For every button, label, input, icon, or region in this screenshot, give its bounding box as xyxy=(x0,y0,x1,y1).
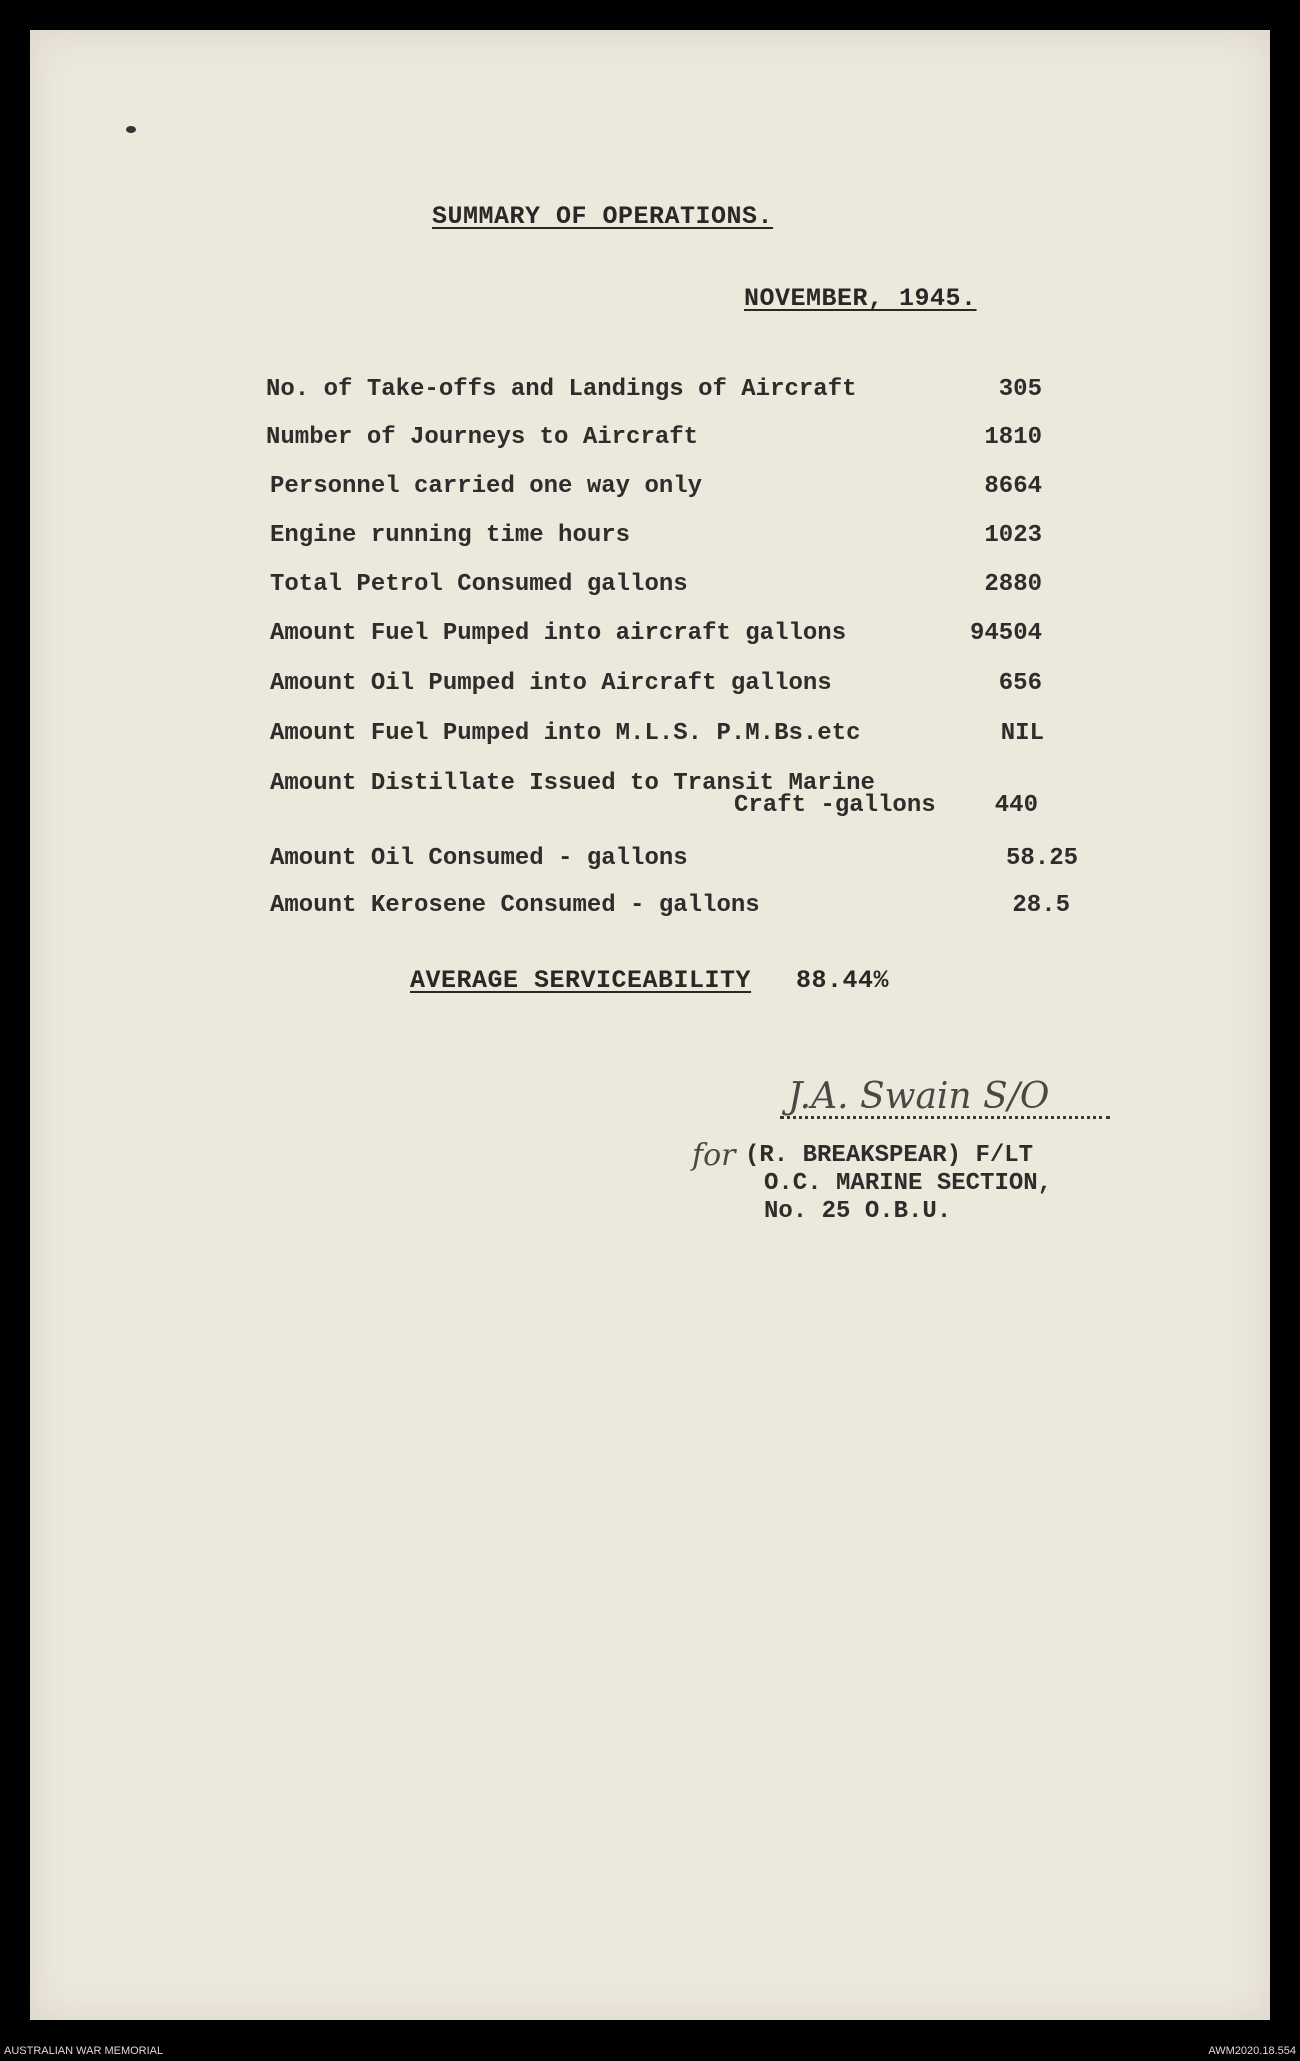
row-label-personnel: Personnel carried one way only xyxy=(270,473,703,500)
serviceability-label: AVERAGE SERVICEABILITY xyxy=(410,966,752,995)
signatory-unit: No. 25 O.B.U. xyxy=(764,1198,952,1225)
handwritten-signature: J.A. Swain S/O xyxy=(788,1076,1050,1117)
serviceability-value: 88.44% xyxy=(796,966,890,995)
row-value-engine: 1023 xyxy=(984,522,1042,549)
row-label-petrol: Total Petrol Consumed gallons xyxy=(270,571,688,598)
document-title: SUMMARY OF OPERATIONS. xyxy=(432,202,774,231)
row-label-kerosene: Amount Kerosene Consumed - gallons xyxy=(270,892,760,919)
row-label-distillate-cont: Craft -gallons xyxy=(734,792,936,819)
row-value-petrol: 2880 xyxy=(984,571,1042,598)
document-page xyxy=(30,30,1270,2020)
row-value-fuel-aircraft: 94504 xyxy=(969,620,1042,647)
signatory-role: O.C. MARINE SECTION, xyxy=(764,1170,1053,1197)
handwritten-for: for xyxy=(692,1138,736,1173)
row-value-oil-aircraft: 656 xyxy=(998,670,1042,697)
signatory-name: (R. BREAKSPEAR) F/LT xyxy=(745,1142,1034,1169)
row-label-fuel-aircraft: Amount Fuel Pumped into aircraft gallons xyxy=(270,620,847,647)
row-label-engine: Engine running time hours xyxy=(270,522,631,549)
footer-source: AUSTRALIAN WAR MEMORIAL xyxy=(4,2045,164,2057)
row-label-fuel-mls: Amount Fuel Pumped into M.L.S. P.M.Bs.etc xyxy=(270,720,861,747)
row-label-takeoffs: No. of Take-offs and Landings of Aircraft xyxy=(266,376,857,403)
row-label-oil-aircraft: Amount Oil Pumped into Aircraft gallons xyxy=(270,670,832,697)
footer-reference: AWM2020.18.554 xyxy=(1208,2045,1296,2057)
row-label-oil-consumed: Amount Oil Consumed - gallons xyxy=(270,845,688,872)
signature-line xyxy=(780,1116,1110,1119)
row-label-journeys: Number of Journeys to Aircraft xyxy=(266,424,699,451)
document-period: NOVEMBER, 1945. xyxy=(744,284,977,313)
row-value-personnel: 8664 xyxy=(984,473,1042,500)
row-value-journeys: 1810 xyxy=(984,424,1042,451)
row-value-distillate: 440 xyxy=(994,792,1038,819)
row-label-distillate: Amount Distillate Issued to Transit Marine xyxy=(270,770,875,797)
row-value-kerosene: 28.5 xyxy=(1012,892,1070,919)
row-value-oil-consumed: 58.25 xyxy=(1005,845,1078,872)
row-value-takeoffs: 305 xyxy=(998,376,1042,403)
ink-speck xyxy=(126,126,136,133)
row-value-fuel-mls: NIL xyxy=(1000,720,1044,747)
